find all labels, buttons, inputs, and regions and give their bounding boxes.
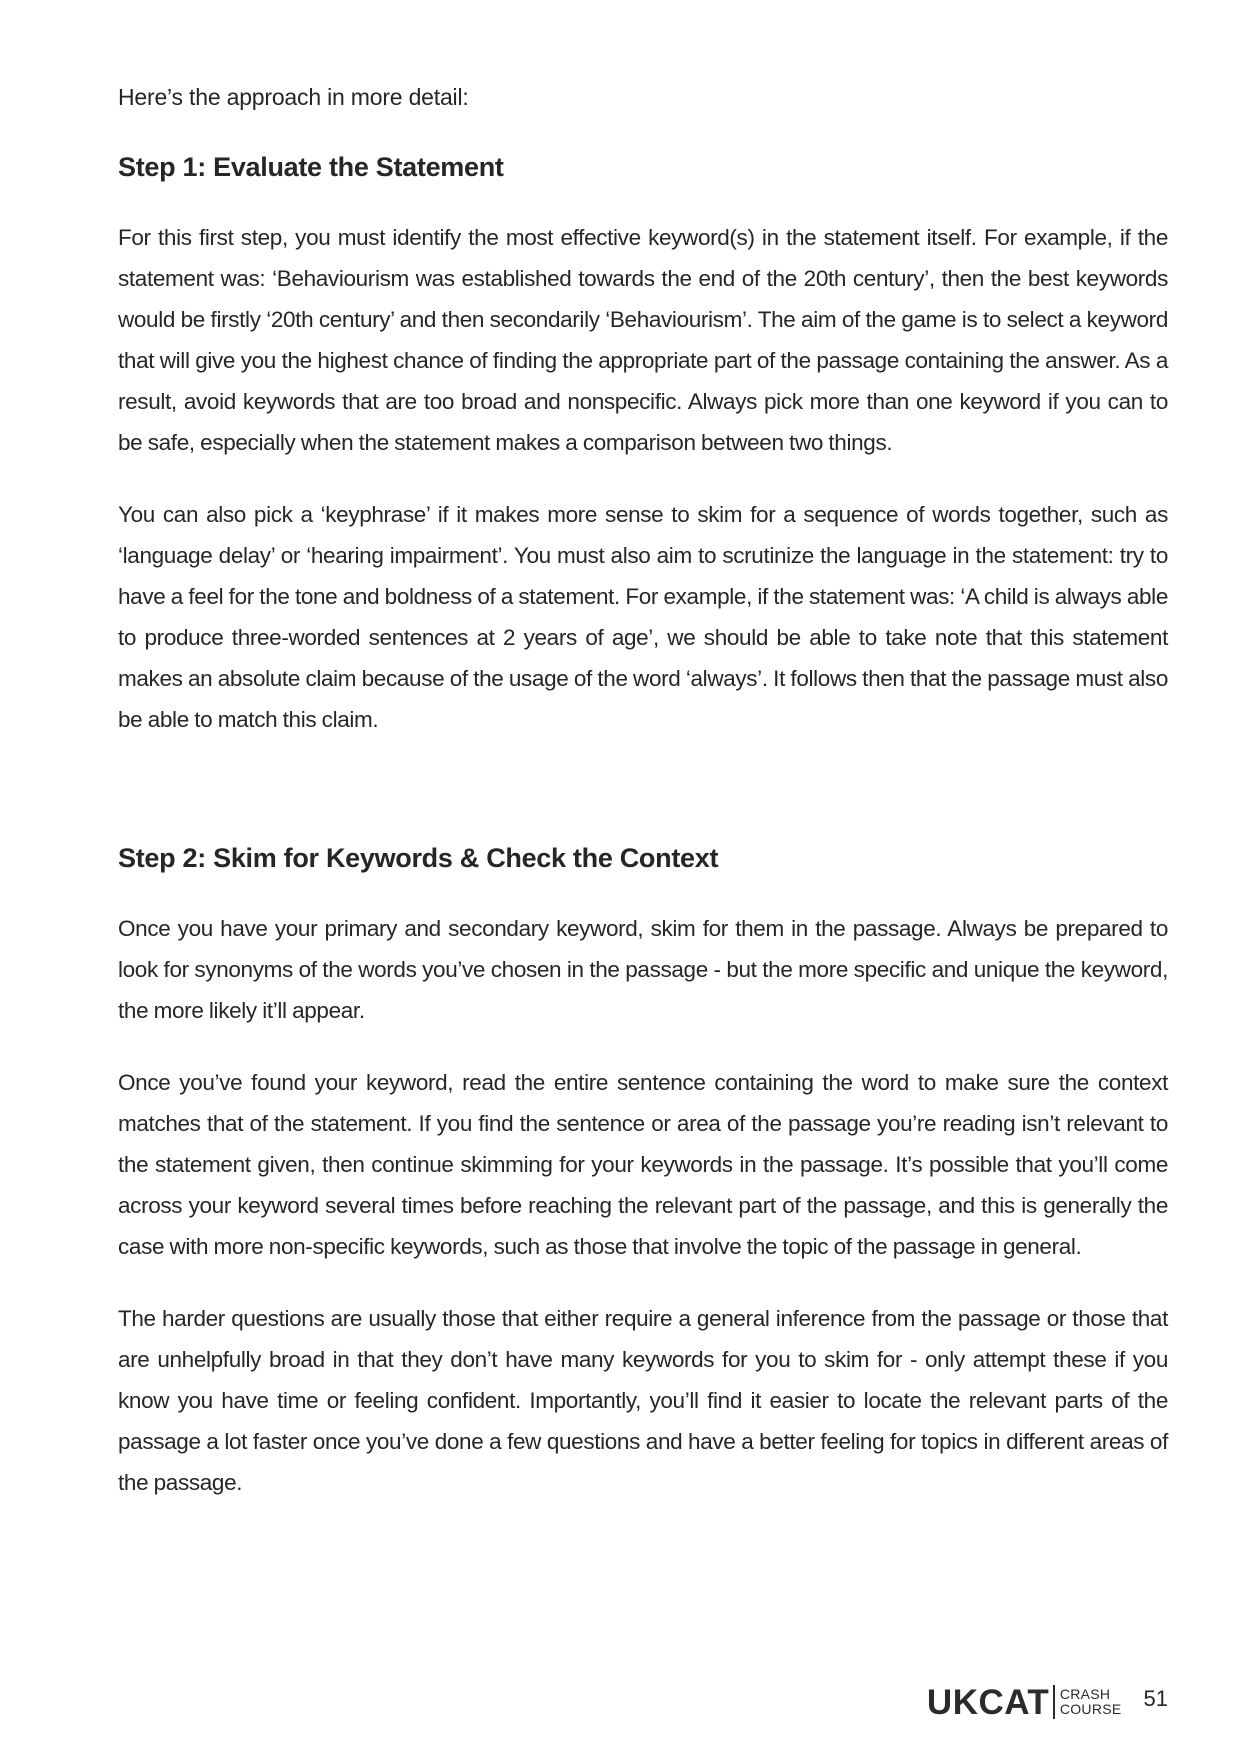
step2-heading: Step 2: Skim for Keywords & Check the Context [118, 843, 719, 873]
logo-subtitle [1060, 1687, 1122, 1717]
step1-heading: Step 1: Evaluate the Statement [118, 152, 504, 182]
intro-text: Here’s the approach in more detail: [118, 84, 469, 110]
step2-paragraph: Once you have your primary and secondary keyword, skim for them in the passage. Always be prepared to look for synonyms of the words you’ve chosen in the passage - but the more specific and unique the keyword, the more likely it’ll appear. [118, 916, 1168, 1023]
logo-subtitle-line2: COURSE [1059, 1701, 1122, 1717]
page-number: 51 [1143, 1686, 1168, 1711]
step2-paragraph: Once you’ve found your keyword, read the entire sentence containing the word to make sure the context matches that of the statement. If you find the sentence or area of the passage you’re reading isn’t relevant to the statement given, then continue skimming for your keywords in the passage. It’s possible that you’ll come across your keyword several times before reaching the relevant part of the passage, and this is generally the case with more non-specific keywords, such as those that involve the topic of the passage in general. [118, 1070, 1168, 1259]
page-content [118, 80, 1168, 1503]
logo-divider [1053, 1685, 1055, 1719]
step1-paragraph: For this first step, you must identify the most effective keyword(s) in the statement itself. For example, if the statement was: ‘Behaviourism was established towards the end of the 20th century’, then the best keywords would be firstly ‘20th century’ and then secondarily ‘Behaviourism’. The aim of the game is to select a keyword that will give you the highest chance of finding the appropriate part of the passage containing the answer. As a result, avoid keywords that are too broad and nonspecific. Always pick more than one keyword if you can to be safe, especially when the statement makes a comparison between two things. [118, 225, 1168, 455]
page-footer [927, 1680, 1168, 1724]
step2-paragraph: The harder questions are usually those that either require a general inference from the passage or those that are unhelpfully broad in that they don’t have many keywords for you to skim for - only attempt these if you know you have time or feeling confident. Importantly, you’ll find it easier to locate the relevant parts of the passage a lot faster once you’ve done a few questions and have a better feeling for topics in different areas of the passage. [118, 1306, 1168, 1495]
step1-paragraph: You can also pick a ‘keyphrase’ if it makes more sense to skim for a sequence of words together, such as ‘language delay’ or ‘hearing impairment’. You must also aim to scrutinize the language in the statement: try to have a feel for the tone and boldness of a statement. For example, if the statement was: ‘A child is always able to produce three-worded sentences at 2 years of age’, we should be able to take note that this statement makes an absolute claim because of the usage of the word ‘always’. It follows then that the passage must also be able to match this claim. [118, 502, 1168, 732]
logo-subtitle-line1: CRASH [1059, 1686, 1111, 1702]
ukcat-crash-course-logo [926, 1682, 1122, 1722]
logo-wordmark: UKCAT [926, 1682, 1050, 1722]
